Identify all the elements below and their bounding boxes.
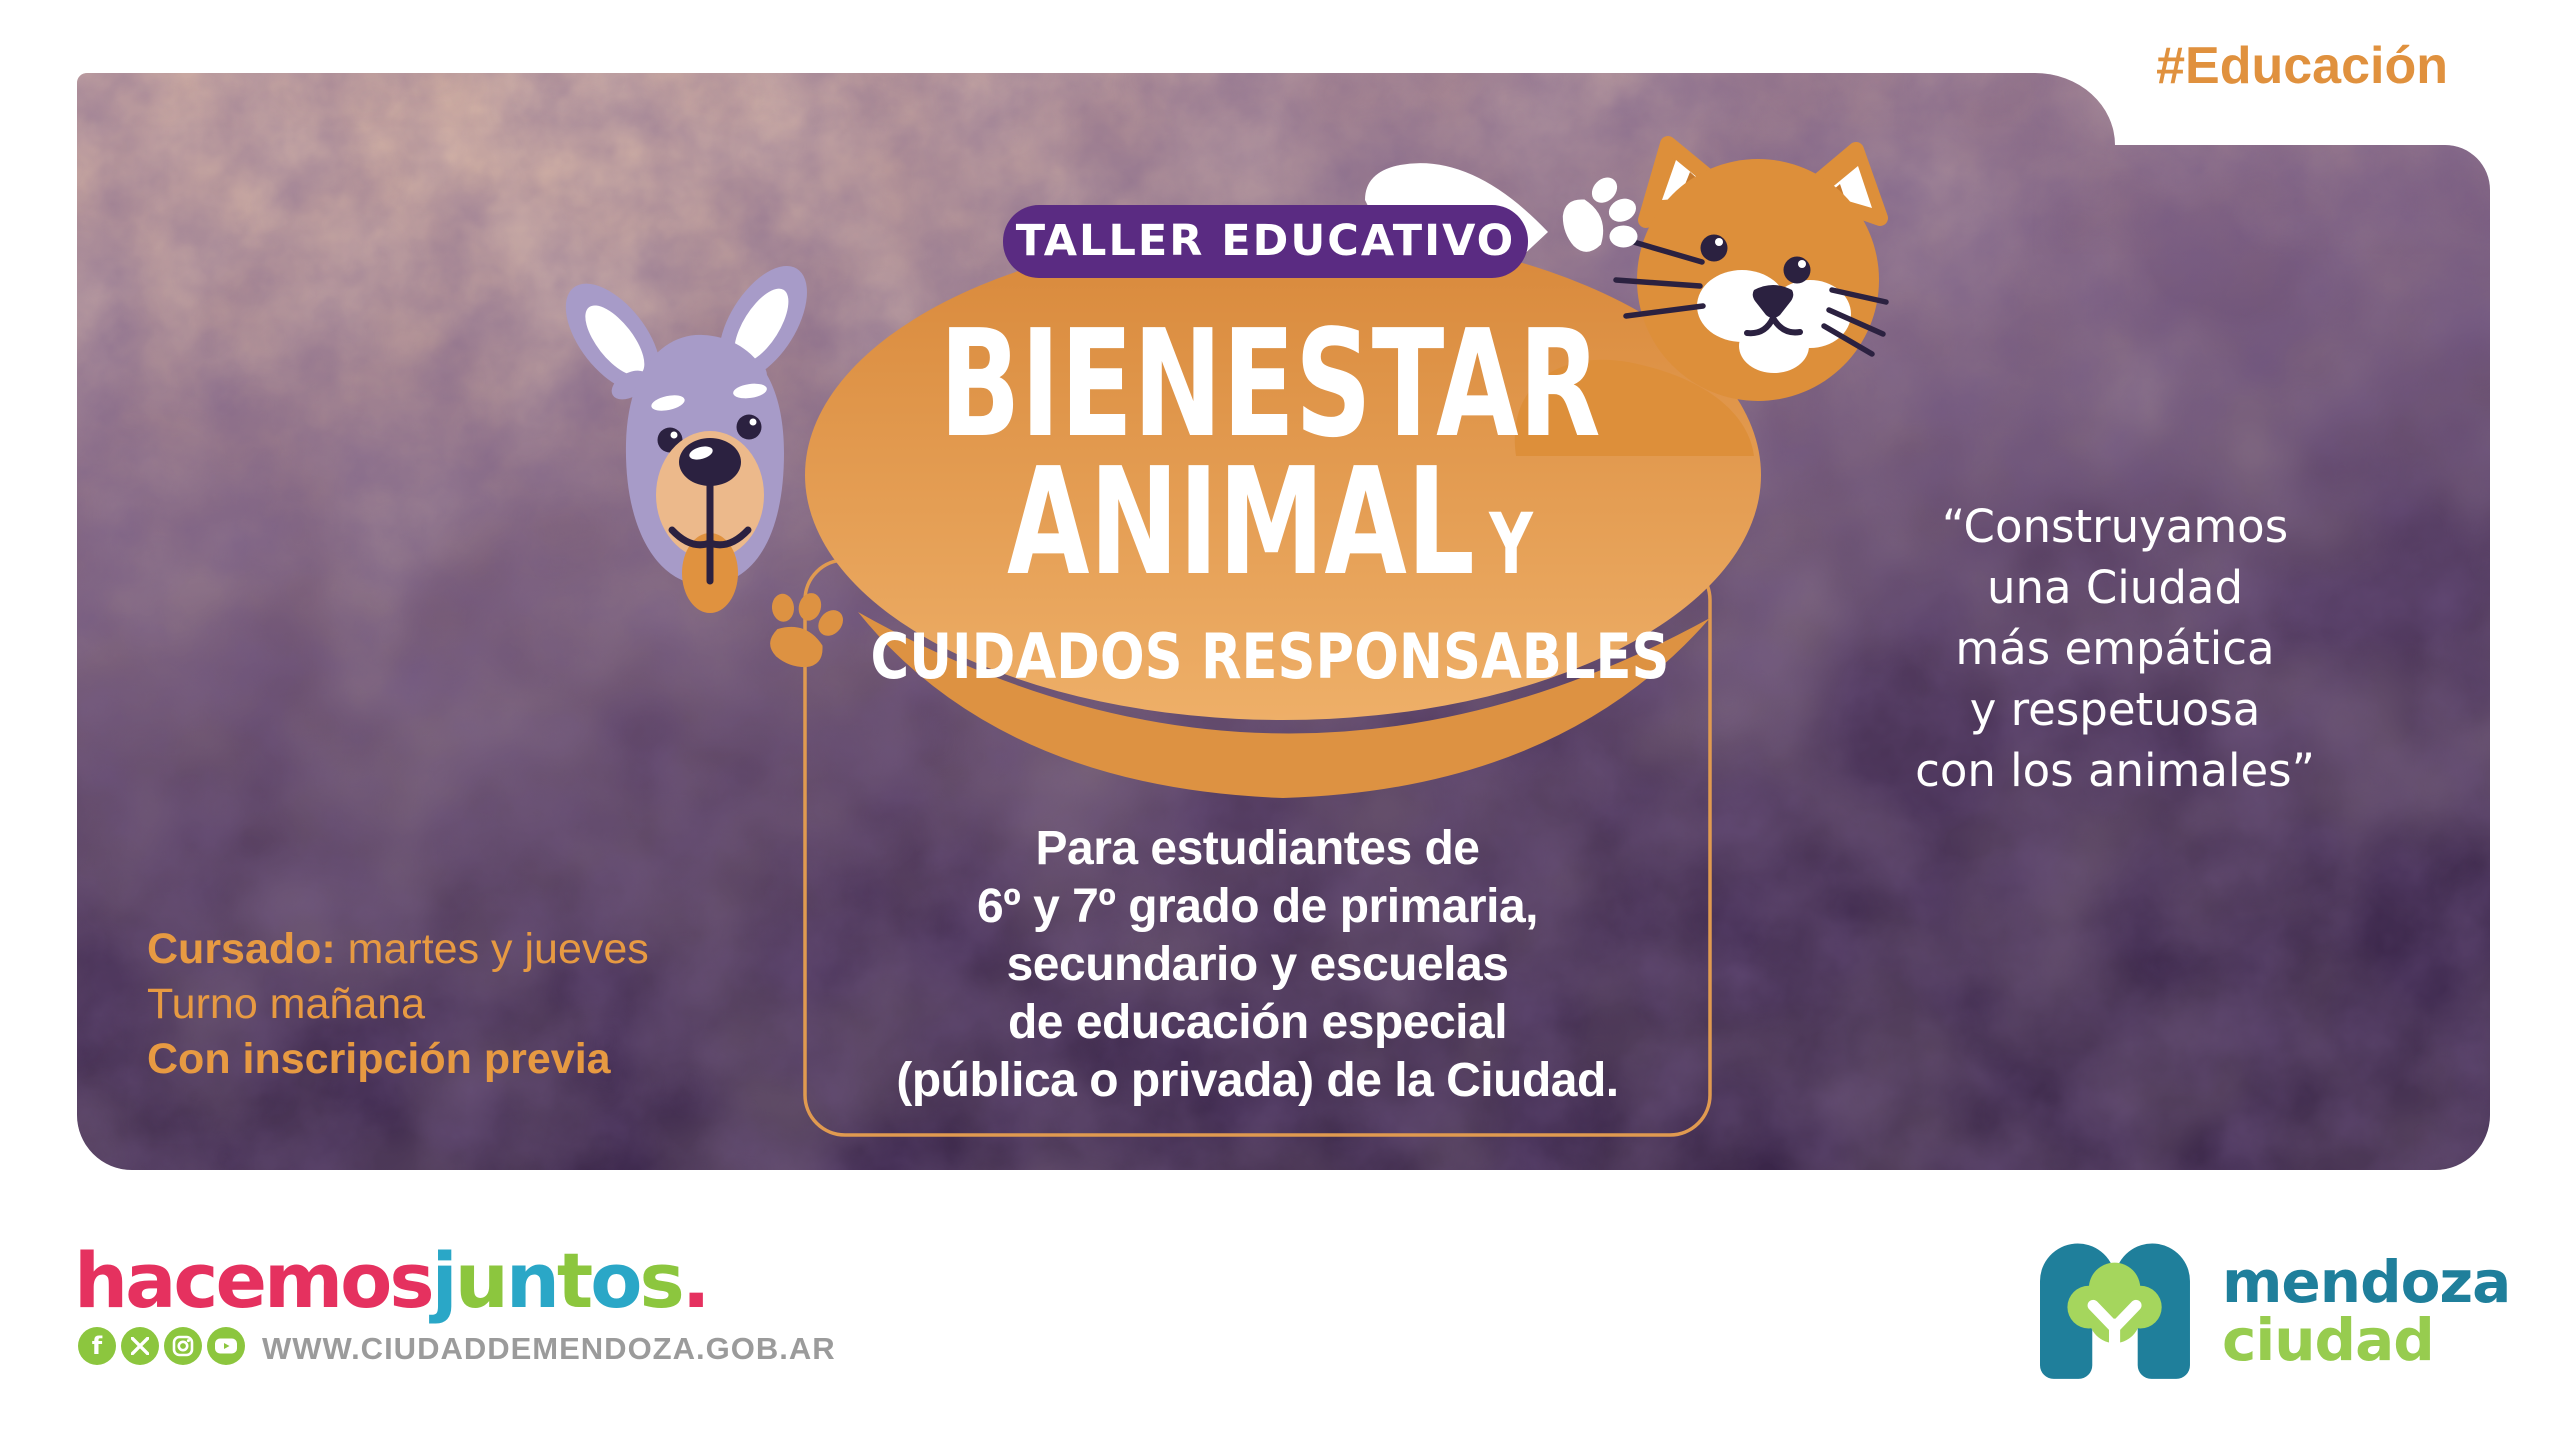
brand-letter: t	[556, 1236, 591, 1325]
quote-block	[1820, 496, 2410, 801]
brand-letter: u	[454, 1236, 506, 1325]
quote-line: y respetuosa	[1969, 683, 2261, 736]
quote-line: una Ciudad	[1986, 561, 2244, 614]
logo-text-mendoza: mendoza	[2222, 1248, 2511, 1316]
quote-line: con los animales”	[1915, 744, 2315, 797]
quote-line: “Construyamos	[1941, 500, 2289, 553]
audience-line: (pública o privada) de la Ciudad.	[896, 1054, 1619, 1107]
schedule-label: Cursado:	[147, 925, 336, 973]
social-icons-row	[78, 1327, 245, 1365]
instagram-icon[interactable]	[164, 1327, 202, 1365]
schedule-shift: Turno mañana	[147, 980, 426, 1028]
x-icon[interactable]	[121, 1327, 159, 1365]
headline-line2-suffix: Y	[1489, 495, 1533, 593]
schedule-block	[147, 922, 649, 1087]
headline-line2-main: ANIMAL	[1007, 436, 1475, 608]
facebook-icon[interactable]: f	[78, 1327, 116, 1365]
website-url[interactable]: WWW.CIUDADDEMENDOZA.GOB.AR	[262, 1331, 836, 1366]
audience-block	[805, 820, 1710, 1110]
headline-line3: CUIDADOS RESPONSABLES	[870, 620, 1670, 693]
brand-letter: s	[639, 1236, 682, 1325]
headline-line1: BIENESTAR	[939, 298, 1601, 470]
brand-letter: n	[505, 1236, 557, 1325]
quote-line: más empática	[1955, 622, 2275, 675]
headline-line2	[924, 436, 1615, 614]
headline	[790, 298, 1750, 693]
audience-line: 6º y 7º grado de primaria,	[977, 880, 1538, 933]
schedule-days: martes y jueves	[335, 925, 649, 973]
badge-label: TALLER EDUCATIVO	[1015, 216, 1516, 266]
audience-line: de educación especial	[1007, 996, 1508, 1049]
audience-line: Para estudiantes de	[1035, 822, 1480, 875]
brand-letter: j	[431, 1236, 455, 1325]
brand-letter: o	[590, 1236, 640, 1325]
hashtag-educacion[interactable]: #Educación	[2156, 37, 2448, 95]
brand-juntos	[432, 1236, 682, 1325]
audience-line: secundario y escuelas	[1006, 938, 1509, 991]
hacemos-juntos-brand	[74, 1236, 708, 1325]
schedule-note: Con inscripción previa	[147, 1035, 611, 1083]
logo-text-ciudad: ciudad	[2222, 1306, 2434, 1374]
schedule-days-line	[147, 922, 649, 977]
youtube-icon[interactable]	[207, 1327, 245, 1365]
brand-dot: .	[681, 1236, 708, 1325]
mendoza-logo-icon	[2040, 1244, 2190, 1379]
brand-hacemos: hacemos	[74, 1236, 432, 1325]
